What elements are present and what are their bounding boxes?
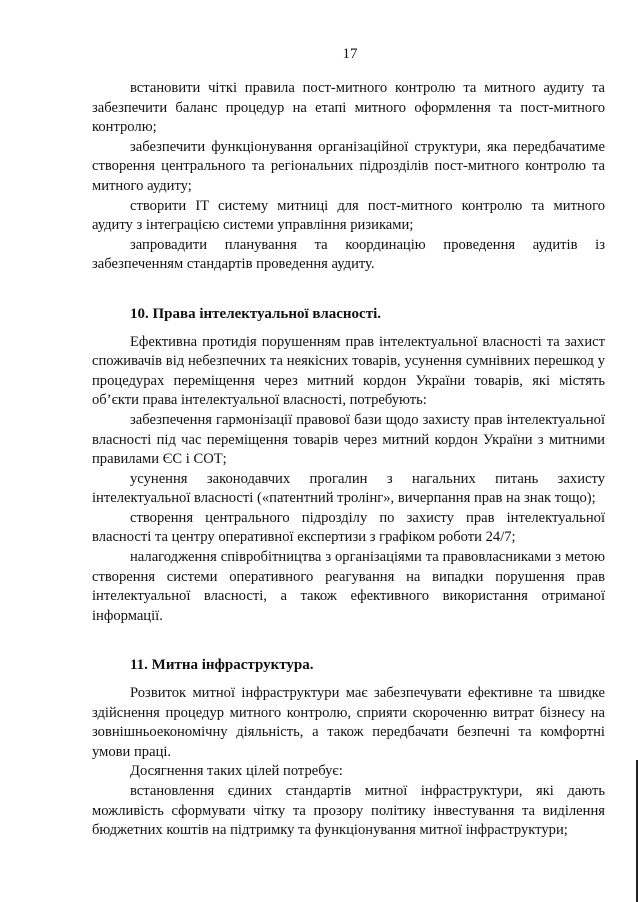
paragraph: встановлення єдиних стандартів митної інфраструктури, які дають можливість сформувати чітку та прозору політику інвестування та виділення бюджетних коштів на підтримку та функціонування митної інфраструктури; bbox=[92, 783, 605, 839]
section-heading-11: 11. Митна інфраструктура. bbox=[130, 657, 314, 674]
page-number: 17 bbox=[342, 46, 358, 62]
paragraph: запровадити планування та координацію проведення аудитів із забезпеченням стандартів проведення аудиту. bbox=[92, 236, 605, 273]
paragraph: Розвиток митної інфраструктури має забезпечувати ефективне та швидке здійснення процедур митного контролю, сприяти скороченню витрат бізнесу на зовнішньоекономічну діяльність, а також передбачати безпечні та комфортні умови праці. bbox=[92, 685, 605, 760]
document-body bbox=[92, 79, 605, 841]
paragraph: забезпечити функціонування організаційної структури, яка передбачатиме створення центрального та регіональних підрозділів пост-митного контролю та митного аудиту; bbox=[92, 138, 605, 194]
paragraph: налагодження співробітництва з організаціями та правовласниками з метою створення системи оперативного реагування на випадки порушення прав інтелектуальної власності, а також ефективного використання отриманої інформації. bbox=[92, 549, 605, 624]
paragraph: встановити чіткі правила пост-митного контролю та митного аудиту та забезпечити баланс процедур на етапі митного оформлення та пост-митного контролю; bbox=[92, 80, 605, 136]
section-heading-10: 10. Права інтелектуальної власності. bbox=[130, 305, 381, 322]
paragraph: створення центрального підрозділу по захисту прав інтелектуальної власності та центру оперативної експертизи з графіком роботи 24/7; bbox=[92, 509, 605, 546]
paragraph: усунення законодавчих прогалин з нагальних питань захисту інтелектуальної власності («патентний тролінг», вичерпання прав на знак тощо); bbox=[92, 470, 605, 507]
paragraph: забезпечення гармонізації правової бази щодо захисту прав інтелектуальної власності під час переміщення товарів через митний кордон України з митними правилами ЄС і СОТ; bbox=[92, 411, 605, 468]
paragraph: створити IT систему митниці для пост-митного контролю та митного аудиту з інтеграцією системи управління ризиками; bbox=[92, 197, 605, 234]
paragraph: Ефективна протидія порушенням прав інтелектуальної власності та захист споживачів від небезпечних та неякісних товарів, усунення сумнівних перешкод у процедурах переміщення через митний кордон України товарів, які містять об’єкти права інтелектуальної власності, потребують: bbox=[92, 333, 605, 409]
paragraph: Досягнення таких цілей потребує: bbox=[130, 763, 343, 780]
